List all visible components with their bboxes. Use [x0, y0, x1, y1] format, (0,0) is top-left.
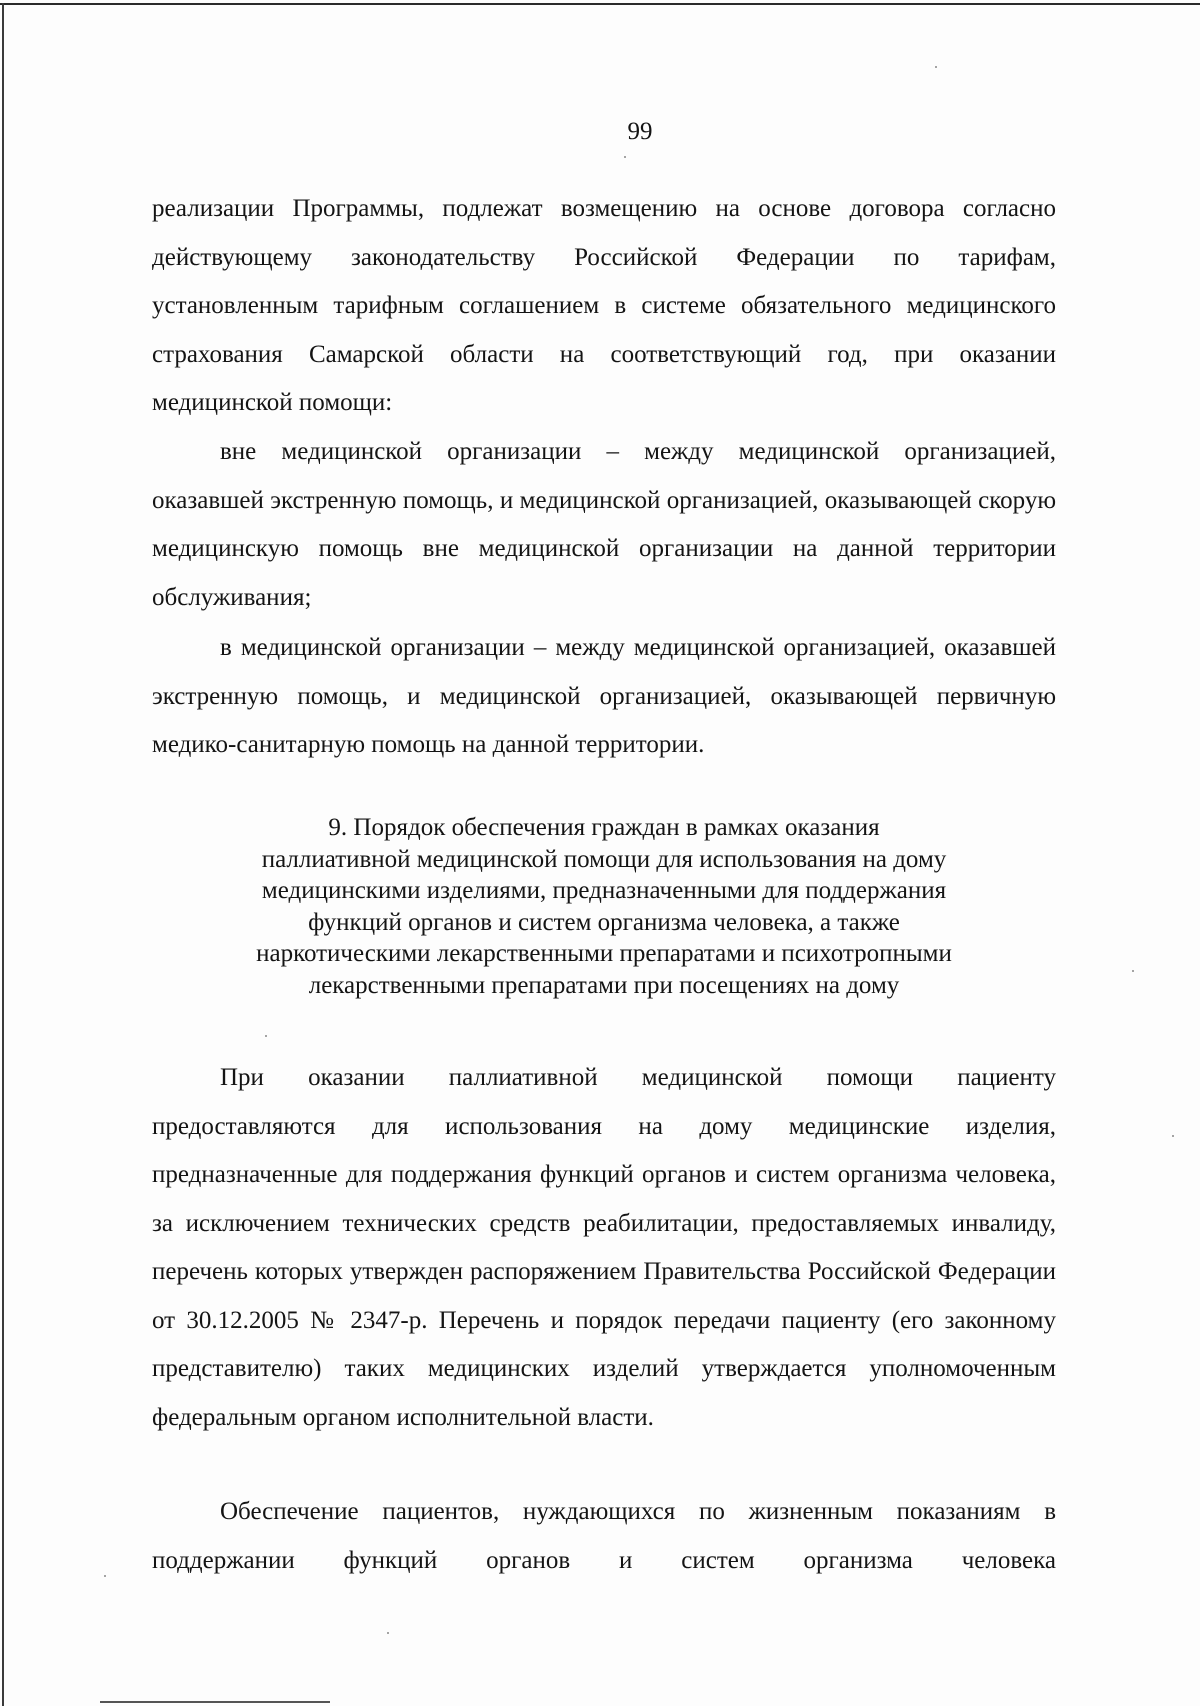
- scan-speck: [265, 1035, 267, 1037]
- section-heading-line: паллиативной медицинской помощи для использования на дому: [261, 845, 947, 873]
- section-heading-line: лекарственными препаратами при посещениях на дому: [308, 971, 900, 999]
- section-heading: [152, 812, 1056, 1001]
- section-heading-line: функций органов и систем организма человека, а также: [308, 908, 900, 936]
- section-heading-line: медицинскими изделиями, предназначенными для поддержания: [261, 877, 947, 904]
- paragraph-continuation: реализации Программы, подлежат возмещению на основе договора согласно действующему законодательству Российской Федерации по тарифам, установленным тарифным соглашением в системе обязательного медицинского страхования Самарской области на соответствующий год, при оказании медицинской помощи:: [152, 195, 1056, 416]
- scan-speck: [387, 1632, 389, 1634]
- scan-speck: [1132, 970, 1134, 972]
- paragraph-provision-start: Обеспечение пациентов, нуждающихся по жизненным показаниям в поддержании функций органов и систем организма человека: [152, 1498, 1056, 1574]
- page-number: 99: [627, 118, 653, 145]
- scan-border-left: [2, 3, 4, 1706]
- paragraph-palliative-devices: При оказании паллиативной медицинской помощи пациенту предоставляются для использования на дому медицинские изделия, предназначенные для поддержания функций органов и систем организма человека, за исключением технических средств реабилитации, предоставляемых инвалиду, перечень которых утвержден распоряжением Правительства Российской Федерации от 30.12.2005 № 2347-р. Перечень и порядок передачи пациенту (его законному представителю) таких медицинских изделий утверждается уполномоченным федеральным органом исполнительной власти.: [152, 1064, 1056, 1431]
- scan-speck: [104, 1575, 106, 1577]
- scan-speck: [1172, 1135, 1174, 1137]
- paragraph-inside-organization: в медицинской организации – между медицинской организацией, оказавшей экстренную помощь, и медицинской организацией, оказывающей первичную медико-санитарную помощь на данной территории.: [152, 634, 1056, 758]
- scan-speck: [935, 66, 937, 68]
- scan-border-bottom: [100, 1701, 330, 1703]
- section-heading-line: наркотическими лекарственными препаратами и психотропными: [256, 940, 952, 967]
- scan-speck: [624, 156, 626, 158]
- scan-border-top: [0, 3, 1200, 5]
- section-heading-line: 9. Порядок обеспечения граждан в рамках оказания: [328, 814, 880, 841]
- paragraph-outside-organization: вне медицинской организации – между медицинской организацией, оказавшей экстренную помощь, и медицинской организацией, оказывающей скорую медицинскую помощь вне медицинской организации на данной территории обслуживания;: [152, 438, 1056, 611]
